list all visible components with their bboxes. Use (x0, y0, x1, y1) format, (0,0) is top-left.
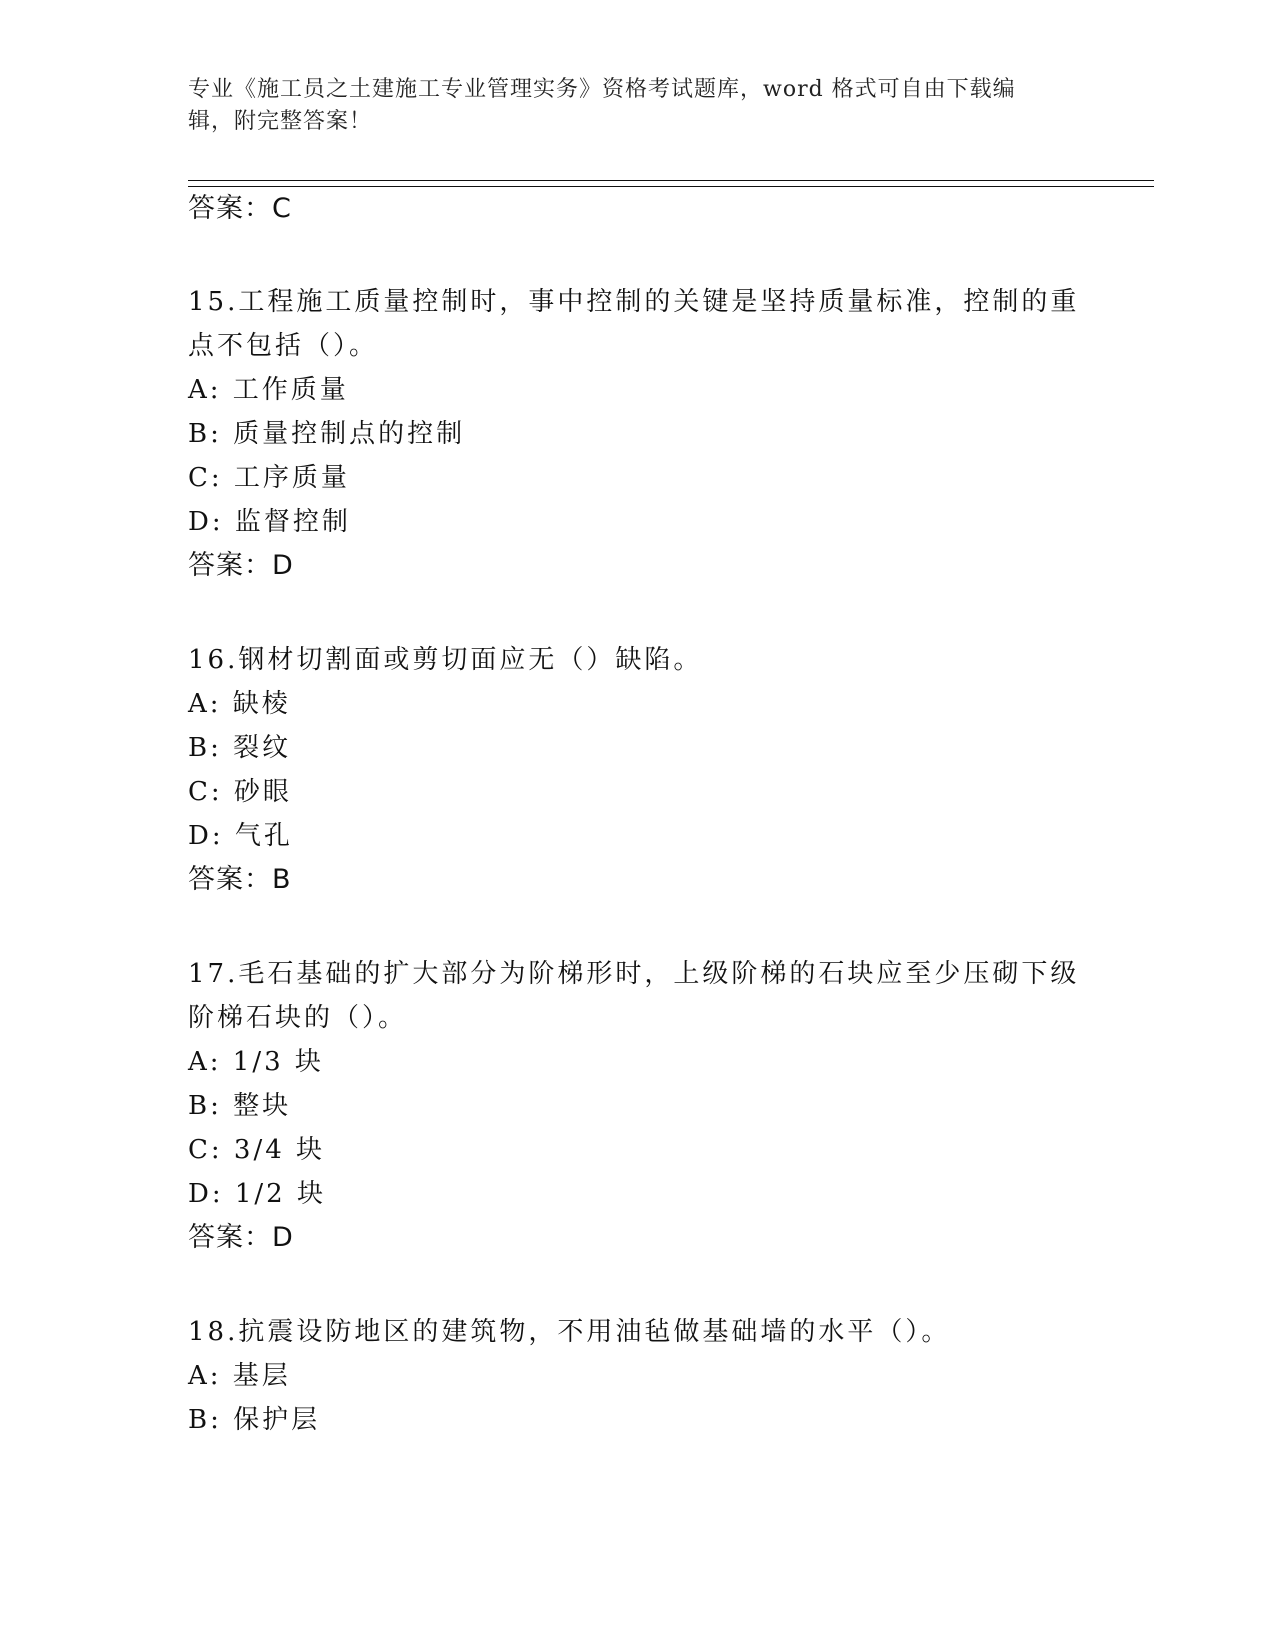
option-a: A: 工作质量 (188, 375, 349, 405)
question-17-text-cont: 阶梯石块的（）。 (188, 1003, 408, 1033)
option-a: A: 基层 (188, 1361, 291, 1391)
option-b: B: 质量控制点的控制 (188, 419, 466, 449)
option-b: B: 保护层 (188, 1405, 321, 1435)
option-b: B: 裂纹 (188, 733, 292, 763)
option-a: A: 缺棱 (188, 689, 291, 719)
answer-line: 答案：B (188, 864, 292, 895)
header-line-2: 辑，附完整答案！ (188, 109, 373, 134)
question-18-text: 18.抗震设防地区的建筑物，不用油毡做基础墙的水平（）。 (188, 1317, 951, 1347)
question-17-text: 17.毛石基础的扩大部分为阶梯形时，上级阶梯的石块应至少压砌下级 (188, 959, 1080, 989)
question-16-text: 16.钢材切割面或剪切面应无（）缺陷。 (188, 645, 703, 675)
option-d: D: 监督控制 (188, 507, 351, 537)
question-15-text-cont: 点不包括（）。 (188, 331, 379, 361)
option-c: C: 工序质量 (188, 463, 350, 493)
option-a: A: 1/3 块 (188, 1047, 324, 1077)
answer-line: 答案：D (188, 1222, 294, 1253)
document-header (188, 74, 1088, 138)
option-c: C: 砂眼 (188, 777, 292, 807)
header-double-rule (188, 180, 1154, 187)
header-line-1: 专业《施工员之土建施工专业管理实务》资格考试题库，word 格式可自由下载编 (188, 77, 1016, 102)
answer-line: 答案：D (188, 550, 294, 581)
question-15-text: 15.工程施工质量控制时，事中控制的关键是坚持质量标准，控制的重 (188, 287, 1080, 317)
option-d: D: 1/2 块 (188, 1179, 326, 1209)
answer-line: 答案：C (188, 193, 292, 224)
option-b: B: 整块 (188, 1091, 292, 1121)
option-c: C: 3/4 块 (188, 1135, 326, 1165)
option-d: D: 气孔 (188, 821, 293, 851)
